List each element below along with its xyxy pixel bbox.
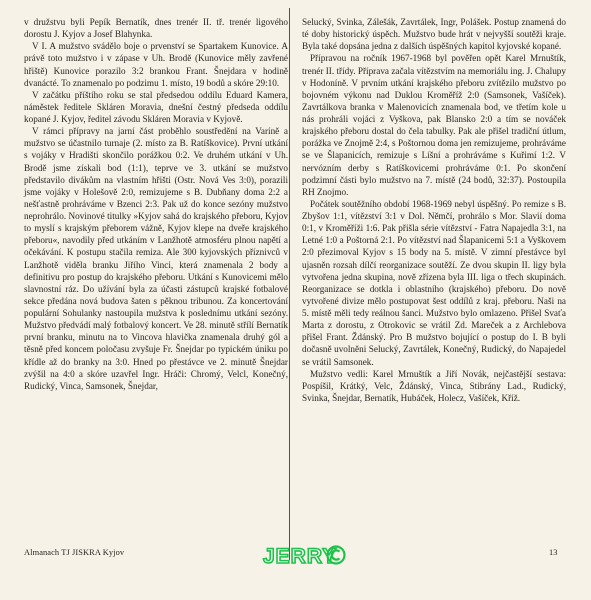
paragraph: Počátek soutěžního období 1968-1969 nebyl úspěšný. Po remize s B. Zbyšov 1:1, vítězství 3:1 v Dol. Němčí, prohrálo s Mor. Slavií doma 0:1, v Kroměříži 1:6. Pak přišla série vítězství - Fatra Napajedla 3:1, na Letné 1:0 a Poštorná 2:1. Po vítězství nad Šlapanicemi 5:1 a Vyškovem 2:0 přezimoval Kyjov s 15 body na 5. místě. V zimní přestávce byl ujasněn rozsah dílčí reorganizace soutěží. Ze dvou skupin II. ligy byla vytvořena jedna skupina, nově zřízena byla III. liga o třech skupinách. Reorganizace se dotkla i oblastního (krajského) přeboru. Do nově vytvořené divize mělo postupovat šest oddílů z kraj. přeboru. Naši na 5. místě měli tedy reálnou šanci. Mužstvo bylo omlazeno. Přišel Svaťa Marta z dorostu, z Otrokovic se vrátil Zd. Mareček a z Archlebova přišel Frant. Ždánský. Pro B mužstvo bojující o postup do I. B byli dočasně uvolněni Selucký, Zavrtálek, Konečný, Rudický, do Napajedel se vrátil Samsonek. (302, 198, 566, 367)
paragraph: Mužstvo vedli: Karel Mrnuštík a Jiří Novák, nejčastější sestava: Pospíšil, Krátký, Velc, Ždánský, Vinca, Stibrány Lad., Rudický, Svinka, Šnejdar, Bernatík, Hubáček, Holecz, Vašíček, Kříž. (302, 368, 566, 403)
logo-lettering: JERRY (263, 545, 338, 568)
paragraph: V I. A mužstvo svádělo boje o prvenství se Spartakem Kunovice. A právě toto mužstvo i v zápase v Uh. Brodě (Kunovice měly zavřené hřiště) Kunovice porazilo 3:2 brankou Frant. Šnejdara v hodině dvanácté. To znamenalo po podzimu 1. místo, 19 bodů a skóre 29:10. (24, 41, 288, 88)
jerry-logo (262, 541, 346, 569)
text-column-right (302, 16, 566, 404)
paragraph: V rámci přípravy na jarní část proběhlo soustředění na Varíně a mužstvo se účastnilo turnaje (2. místo za B. Ratíškovice). První utkání s vojáky v Hradišti skončilo porážkou 0:2. Ve druhém utkání v Uh. Brodě jsme získali bod (1:1), teprve ve 3. utkání se mužstvo představilo divákům na vlastním hřišti (Ostr. Nová Ves 3:0), porazili jsme vojáky v Holešově 2:0, remizujeme s B. Dubňany doma 2:2 a nešťastně prohráváme v Bzenci 2:3. Pak už do konce sezóny mužstvo neprohrálo. Novinové titulky »Kyjov sahá do krajského přeboru, Kyjov to myslí s krajským přeborem vážně, Kyjov klepe na dveře krajského přeboru«, navodily před utkáním v Lanžhotě atmosféru plnou napětí a očekávání. K postupu stačila remiza. Ale 300 kyjovských příznivců v Lanžhotě viděla branku Jiřího Vinci, která znamenala 2 body a definitivu pro postup do krajského přeboru. Utkání s Kunovicemi mělo slavnostní ráz. Do užívání byla za účasti zástupců krajské fotbalové sekce předána nová budova šaten s pěknou tribunou. Za koncertování populární Sohulanky nastoupila mužstva k poslednímu utkání sezóny. Mužstvo předvádí malý fotbalový koncert. Ve 28. minutě střílí Bernatík první branku, minutu na to Vincova hlavička znamenala druhý gól a těsně před koncem poločasu zvyšuje Fr. Šnejdar po typickém úniku po křídle až do branky na 3:0. Hned po přestávce ve 2. minutě Šnejdar zvýšil na 4:0 a skóre uzavřel Ingr. Hráči: Chromý, Velcl, Konečný, Rudický, Vinca, Samsonek, Šnejdar, (24, 126, 288, 391)
paragraph: Přípravou na ročník 1967-1968 byl pověřen opět Karel Mrnuštík, trenér II. třídy. Příprava začala vítězstvím na memoriálu ing. J. Chalupy v Hodoníně. V prvním utkání krajského přeboru zvítězilo mužstvo po bojovném výkonu nad Duklou Kroměříž 2:0 (Samsonek, Vašíček). Zavrtálkova branka v Malenovicích znamenala bod, ve třetím kole u nás prohráli vojáci z Vyškova, pak Blansko 2:0 a tím se nováček krajského přeboru dostal do čela tabulky. Pak ale přišel tradiční útlum, porážka ve Znojmě 2:4, s Poštornou doma jen remizujeme, prohráváme se ve Šlapanicích, remizuje s Líšní a prohráváme s Kuřimí 1:2. V nervózním derby s Ratíškovicemi prohráváme 0:1. Po skončení podzimní části bylo mužstvo na 7. místě (24 bodů, 32:37). Postoupila RH Znojmo. (302, 53, 566, 197)
text-column-left (24, 16, 288, 392)
column-divider (289, 8, 290, 560)
footer-publication-title: Almanach TJ JISKRA Kyjov (24, 548, 125, 557)
page-number: 13 (549, 548, 558, 557)
paragraph: Selucký, Svinka, Zálešák, Zavrtálek, Ingr, Polášek. Postup znamená do té doby historický úspěch. Mužstvo bude hrát v nejvyšší soutěži kraje. Byla také dopsána jedna z dalších úspěšných kapitol kyjovské kopané. (302, 17, 566, 52)
paragraph: V začátku příštího roku se stal předsedou oddílu Eduard Kamera, náměstek ředitele Skláren Moravia, dnešní čestný předseda oddílu kopané J. Kyjov, ředitel závodu Skláren Moravia v Kyjově. (24, 89, 288, 124)
paragraph: v družstvu byli Pepík Bernatík, dnes trenér II. tř. trenér ligového dorostu J. Kyjov a Josef Blahynka. (24, 17, 288, 40)
